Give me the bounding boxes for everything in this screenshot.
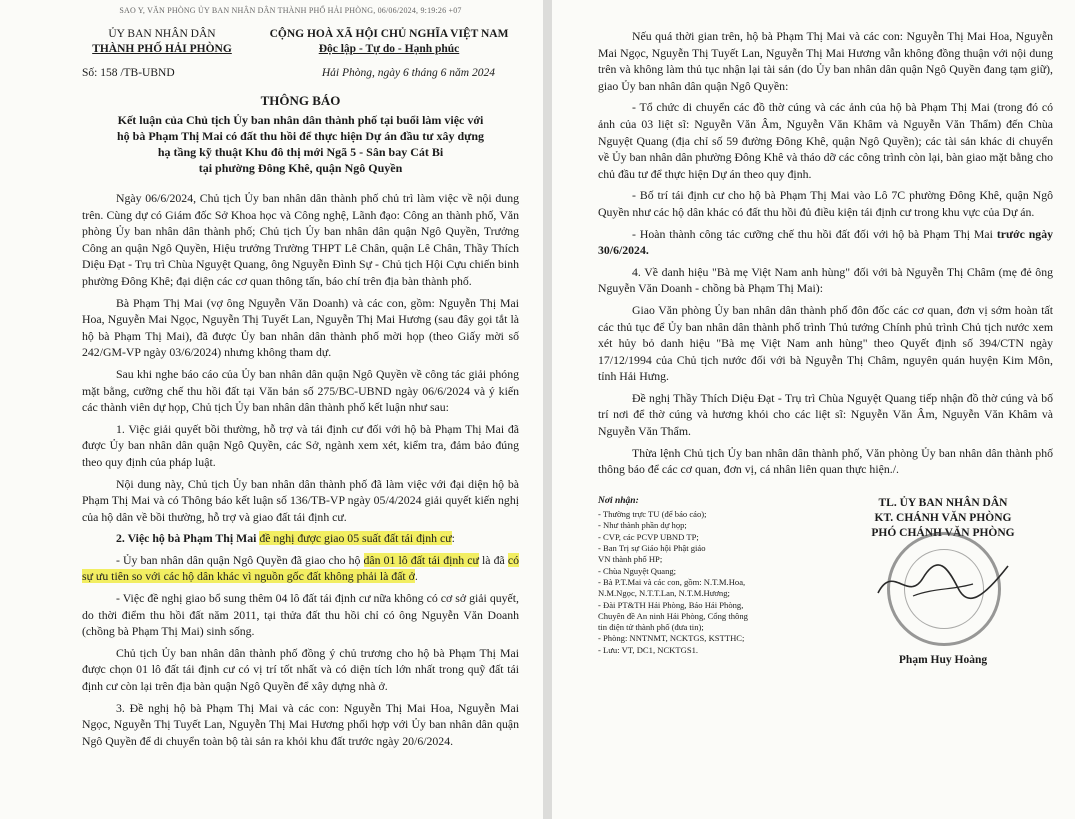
paragraph-item-2-b: - Việc đề nghị giao bổ sung thêm 04 lô đất tái định cư nữa không có cơ sở giải quyết, do thời điểm thu hồi đất năm 2011, tại thửa đất thu hồi chỉ có ông Nguyễn Văn Doanh (chồng bà Phạm Thị Mai) sinh sống. [82,591,519,639]
subtitle-line4: tại phường Đông Khê, quận Ngô Quyền [198,161,403,175]
highlight-one-lot: dân 01 lô đất tái định cư [363,552,479,567]
paragraph-item-3: 3. Đề nghị hộ bà Phạm Thị Mai và các con: Nguyễn Thị Mai Hoa, Nguyễn Mai Ngọc, Nguyễn Thị Tuyết Lan, Nguyễn Thị Mai Hương phối hợp với Ủy ban nhân dân quận Ngô Quyền để di chuyển toàn bộ tài sản ra khỏi khu đất trước ngày 20/6/2024. [82,700,519,748]
recipient-item: - Phòng: NNTNMT, NCKTGS, KSTTHC; [598,633,745,644]
nation-block [259,27,519,57]
document-meta [82,67,519,79]
paragraph-meeting-info: Ngày 06/6/2024, Chủ tịch Ủy ban nhân dân thành phố chủ trì làm việc về nội dung trên. Cùng dự có Giám đốc Sở Khoa học và Công nghệ, Lãnh đạo: Công an thành phố, Văn phòng Ủy ban nhân dân thành phố; Chủ tịch Ủy ban nhân dân quận Ngô Quyền, Trưởng Công an quận Ngô Quyền, Hiệu trưởng Trường THPT Lê Chân, quận Lê Chân, Thầy Thích Diệu Đạt - Trụ trì Chùa Nguyệt Quang, ông Nguyễn Đình Sự - Chủ tịch Hội Cựu chiến binh phường Đông Khê; đại diện các cơ quan thông tấn, báo chí trên địa bàn thành phố. [82,191,519,288]
issuer-block [82,27,242,57]
recipient-item: - Bà P.T.Mai và các con, gồm: N.T.M.Hoa, [598,576,746,587]
item-2-lead: 2. Việc hộ bà Phạm Thị Mai [116,531,260,546]
enforcement-deadline: trước ngày 30/6/2024. [598,226,1054,258]
recipient-item: VN thành phố HP; [598,554,663,565]
signer-line2: KT. CHÁNH VĂN PHÒNG [874,511,1012,524]
paragraph-deadline: Nếu quá thời gian trên, hộ bà Phạm Thị Mai và các con: Nguyễn Thị Mai Hoa, Nguyễn Mai Ngọc, Nguyễn Thị Tuyết Lan, Nguyễn Thị Mai Hương vẫn không đồng thuận với nội dung trên và không làm thủ tục nhận lại tài sản (do Ủy ban nhân dân quận Ngô Quyền đang tạm giữ), giao Ủy ban nhân dân quận Ngô Quyền: [598,29,1053,93]
issuer-line2: THÀNH PHỐ HẢI PHÒNG [92,43,232,55]
doc-number: Số: 158 /TB-UBND [82,67,175,79]
paragraph-item-4: 4. Về danh hiệu "Bà mẹ Việt Nam anh hùng" đối với bà Nguyễn Thị Châm (mẹ đẻ ông Nguyễn Văn Doanh - chồng bà Phạm Thị Mai): [598,264,1053,296]
enforcement-text: - Hoàn thành công tác cưỡng chế thu hồi đất đối với hộ bà Phạm Thị Mai [632,226,997,241]
recipient-item: Chuyên đề An ninh Hải Phòng, Cổng thông [598,610,748,621]
paragraph-resettlement: - Bố trí tái định cư cho hộ bà Phạm Thị Mai vào Lô 7C phường Đông Khê, quận Ngô Quyền như các hộ dân khác có đất thu hồi đủ điều kiện tái định cư trong khu vực của Dự án. [598,188,1053,219]
paragraph-title-revocation: Giao Văn phòng Ủy ban nhân dân thành phố đôn đốc các cơ quan, đơn vị sớm hoàn tất các thủ tục để Ủy ban nhân dân thành phố trình Thủ tướng Chính phủ trình Chủ tịch nước xem xét hủy bỏ danh hiệu "Bà mẹ Việt Nam anh hùng" theo Quyết định số 394/CTN ngày 17/12/1994 của Chủ tịch nước đối với bà Nguyễn Thị Châm, nguyên quán huyện Kim Môn, tỉnh Hải Hưng. [598,302,1053,384]
page-gutter [543,0,552,819]
subtitle-line3: hạ tầng kỹ thuật Khu đô thị mới Ngã 5 - Sân bay Cát Bi [157,145,444,159]
signer-line1: TL. ỦY BAN NHÂN DÂN [878,496,1008,509]
paragraph-item-2 [82,530,519,547]
paragraph-conclusion-intro: Sau khi nghe báo cáo của Ủy ban nhân dân quận Ngô Quyền về công tác giải phóng mặt bằng, cưỡng chế thu hồi đất tại Văn bản số 275/BC-UBND ngày 06/6/2024 và ý kiến các thành viên dự họp, Chủ tịch Ủy ban nhân dân thành phố kết luận như sau: [82,366,519,415]
paragraph-relocate-items: - Tổ chức di chuyển các đồ thờ cúng và các ảnh của hộ bà Phạm Thị Mai (trong đó có ảnh của 03 liệt sĩ: Nguyễn Văn Âm, Nguyễn Văn Khâm và Nguyễn Văn Thẩm) đến Chùa Nguyệt Quang (địa chỉ số 59 đường Đông Khê, quận Ngô Quyền); các tài sản khác di chuyển về Ủy ban nhân dân phường Đông Khê và tháo dỡ các công trình còn lại, bàn giao mặt bằng cho chủ đầu tư để thực hiện Dự án theo quy định. [598,100,1053,181]
nation-line2: Độc lập - Tự do - Hạnh phúc [318,43,460,55]
doc-title: THÔNG BÁO [260,93,341,108]
paragraph-closing: Thừa lệnh Chủ tịch Ủy ban nhân dân thành phố, Văn phòng Ủy ban nhân dân thành phố thông báo để các cơ quan, đơn vị, cá nhân liên quan thực hiện./. [598,445,1053,477]
item-2a-text2: là đã [478,552,508,567]
recipient-item: - Ban Trị sự Giáo hội Phật giáo [598,543,706,554]
recipient-item: - Thường trực TU (để báo cáo); [598,509,707,520]
paragraph-pagoda: Đề nghị Thầy Thích Diệu Đạt - Trụ trì Chùa Nguyệt Quang tiếp nhận đồ thờ cúng và bố trí nơi để thờ cúng và hương khói cho các liệt sĩ: Nguyễn Văn Âm, Nguyễn Văn Khâm và Nguyễn Văn Thẩm. [598,390,1053,439]
doc-date: Hải Phòng, ngày 6 tháng 6 năm 2024 [321,67,495,79]
recipient-item: - Lưu: VT, DC1, NCKTGS1. [598,644,699,655]
recipient-item: - Chùa Nguyệt Quang; [598,565,677,576]
item-2-end: : [451,531,455,546]
handwritten-signature [873,558,1013,608]
signer-name: Phạm Huy Hoàng [898,653,988,666]
nation-line1: CỘNG HOÀ XÃ HỘI CHỦ NGHĨA VIỆT NAM [269,28,509,40]
doc-subtitle [82,112,519,176]
document-page-right [552,0,1075,819]
signer-block [833,496,1053,668]
signature-block [598,496,1053,668]
issuer-line1: ỦY BAN NHÂN DÂN [108,28,216,40]
recipient-item: - Như thành phần dự họp; [598,520,687,531]
document-header [82,27,519,57]
subtitle-line1: Kết luận của Chủ tịch Ủy ban nhân dân thành phố tại buổi làm việc với [117,113,484,127]
item-2a-text1: - Ủy ban nhân dân quận Ngô Quyền đã giao cho hộ [116,552,364,567]
recipient-item: tin điện tử thành phố (đưa tin); [598,622,704,633]
highlight-request: đề nghị được giao 05 suất đất tái định cư [259,531,452,546]
recipient-item: N.M.Ngọc, N.T.T.Lan, N.T.M.Hương; [598,588,730,599]
subtitle-line2: hộ bà Phạm Thị Mai có đất thu hồi để thực hiện Dự án đầu tư xây dựng [117,129,484,143]
recipients-list [598,496,808,668]
paragraph-item-2-c: Chủ tịch Ủy ban nhân dân thành phố đồng ý chủ trương cho hộ bà Phạm Thị Mai được chọn 01 lô đất tái định cư có vị trí tốt nhất và có diện tích lớn nhất trong quỹ đất tái định cư còn lại trên địa bàn quận Ngô Quyền để xây dựng nhà ở. [82,645,519,694]
paragraph-item-1: 1. Việc giải quyết bồi thường, hỗ trợ và tái định cư đối với hộ bà Phạm Thị Mai đã được Ủy ban nhân dân quận Ngô Quyền, các Sở, ngành xem xét, kiểm tra, đảm bảo đúng theo quy định của pháp luật. [82,421,519,469]
recipients-header: Nơi nhận: [598,495,639,506]
paragraph-enforcement [598,226,1053,259]
item-2a-end: . [414,569,418,584]
recipient-item: - Đài PT&TH Hải Phòng, Báo Hải Phòng, [598,599,744,610]
highlight-priority: có sự ưu tiên so với các hộ dân khác vì nguồn gốc đất không phải là đất ở [82,552,519,584]
paragraph-invitees: Bà Phạm Thị Mai (vợ ông Nguyễn Văn Doanh) và các con, gồm: Nguyễn Thị Mai Hoa, Nguyễn Mai Ngọc, Nguyễn Thị Tuyết Lan, Nguyễn Thị Mai Hương (sau đây gọi tắt là hộ bà Phạm Thị Mai), đã được Ủy ban nhân dân thành phố mời họp (theo Giấy mời số 242/GM-VP ngày 03/6/2024) nhưng không tham dự. [82,295,519,360]
signer-line3: PHÓ CHÁNH VĂN PHÒNG [871,526,1015,539]
copy-stamp: SAO Y, VĂN PHÒNG ỦY BAN NHÂN DÂN THÀNH PHỐ HẢI PHÒNG, 06/06/2024, 9:19:26 +07 [119,6,462,15]
recipient-item: - CVP, các PCVP UBND TP; [598,531,699,542]
paragraph-item-2-a [82,552,519,585]
paragraph-item-1-detail: Nội dung này, Chủ tịch Ủy ban nhân dân thành phố đã làm việc với đại diện hộ bà Phạm Thị Mai và có Thông báo kết luận số 136/TB-VP ngày 05/4/2024 giải quyết kiến nghị của hộ dân về bồi thường, hỗ trợ và giao đất tái định cư. [82,476,519,524]
